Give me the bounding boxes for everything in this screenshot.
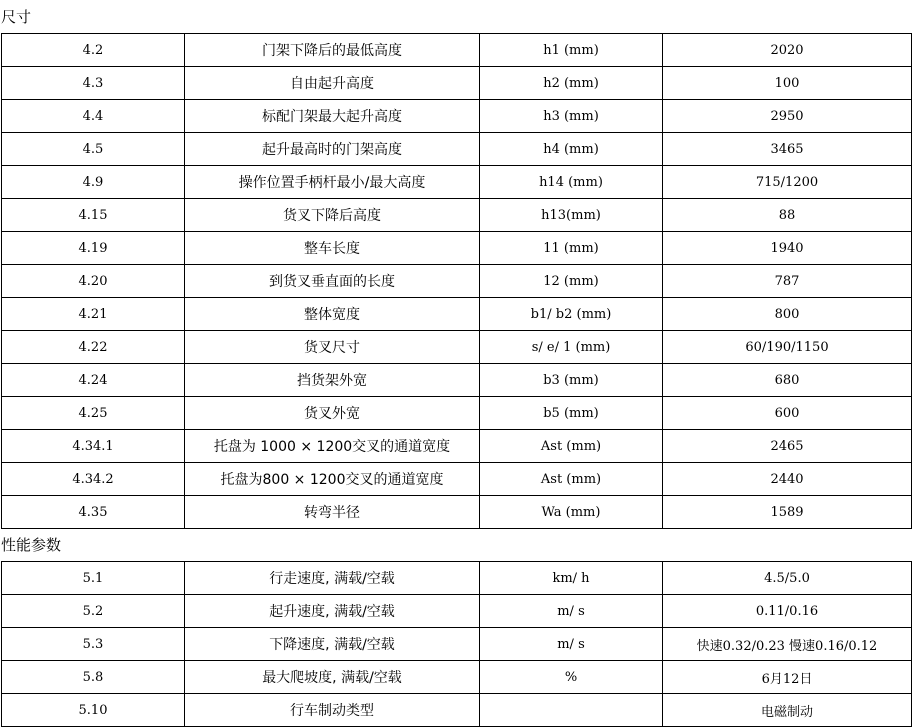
row-item: 货叉尺寸	[185, 331, 480, 364]
row-code: 4.9	[2, 166, 185, 199]
table-row	[2, 133, 912, 166]
row-value: 60/190/1150	[663, 331, 912, 364]
row-item: 门架下降后的最低高度	[185, 34, 480, 67]
row-unit: h2 (mm)	[480, 67, 663, 100]
row-item: 起升最高时的门架高度	[185, 133, 480, 166]
row-code: 4.22	[2, 331, 185, 364]
dimensions-table	[1, 33, 912, 529]
row-value: 100	[663, 67, 912, 100]
row-value: 787	[663, 265, 912, 298]
row-unit: h13(mm)	[480, 199, 663, 232]
row-item: 货叉外宽	[185, 397, 480, 430]
row-unit: 11 (mm)	[480, 232, 663, 265]
row-unit: Wa (mm)	[480, 496, 663, 529]
row-item: 最大爬坡度, 满载/空载	[185, 661, 480, 694]
row-value: 1589	[663, 496, 912, 529]
table-row	[2, 562, 912, 595]
row-value: 1940	[663, 232, 912, 265]
row-code: 4.20	[2, 265, 185, 298]
row-item: 起升速度, 满载/空载	[185, 595, 480, 628]
table-row	[2, 166, 912, 199]
table-row	[2, 232, 912, 265]
table-row	[2, 628, 912, 661]
row-unit: 12 (mm)	[480, 265, 663, 298]
table-row	[2, 67, 912, 100]
row-code: 5.3	[2, 628, 185, 661]
row-value: 680	[663, 364, 912, 397]
row-code: 5.2	[2, 595, 185, 628]
row-value: 4.5/5.0	[663, 562, 912, 595]
table-row	[2, 496, 912, 529]
row-unit: Ast (mm)	[480, 430, 663, 463]
row-value: 6月12日	[663, 661, 912, 694]
row-value: 600	[663, 397, 912, 430]
row-item: 转弯半径	[185, 496, 480, 529]
row-code: 4.5	[2, 133, 185, 166]
table-row	[2, 397, 912, 430]
table-row	[2, 595, 912, 628]
row-unit: Ast (mm)	[480, 463, 663, 496]
row-code: 4.4	[2, 100, 185, 133]
row-value: 0.11/0.16	[663, 595, 912, 628]
row-code: 5.1	[2, 562, 185, 595]
row-item: 到货叉垂直面的长度	[185, 265, 480, 298]
table-row	[2, 661, 912, 694]
row-item: 标配门架最大起升高度	[185, 100, 480, 133]
row-code: 5.10	[2, 694, 185, 727]
row-code: 4.21	[2, 298, 185, 331]
row-unit: b3 (mm)	[480, 364, 663, 397]
row-value: 3465	[663, 133, 912, 166]
row-item: 自由起升高度	[185, 67, 480, 100]
row-unit: b5 (mm)	[480, 397, 663, 430]
row-item: 货叉下降后高度	[185, 199, 480, 232]
row-unit: h14 (mm)	[480, 166, 663, 199]
row-item: 挡货架外宽	[185, 364, 480, 397]
table-row	[2, 265, 912, 298]
row-code: 4.35	[2, 496, 185, 529]
row-item: 操作位置手柄杆最小/最大高度	[185, 166, 480, 199]
row-value: 2020	[663, 34, 912, 67]
row-item: 整车长度	[185, 232, 480, 265]
row-unit	[480, 694, 663, 727]
row-unit: h1 (mm)	[480, 34, 663, 67]
row-item: 下降速度, 满载/空载	[185, 628, 480, 661]
table-row	[2, 694, 912, 727]
row-value: 800	[663, 298, 912, 331]
row-value: 2950	[663, 100, 912, 133]
row-value: 2440	[663, 463, 912, 496]
row-code: 4.34.1	[2, 430, 185, 463]
row-unit: %	[480, 661, 663, 694]
table-row	[2, 430, 912, 463]
row-item: 行走速度, 满载/空载	[185, 562, 480, 595]
table-row	[2, 199, 912, 232]
table-row	[2, 463, 912, 496]
row-code: 4.24	[2, 364, 185, 397]
performance-table	[1, 561, 912, 727]
row-code: 4.19	[2, 232, 185, 265]
row-unit: s/ e/ 1 (mm)	[480, 331, 663, 364]
row-item: 行车制动类型	[185, 694, 480, 727]
row-unit: km/ h	[480, 562, 663, 595]
row-code: 4.3	[2, 67, 185, 100]
row-unit: m/ s	[480, 628, 663, 661]
row-code: 5.8	[2, 661, 185, 694]
row-unit: b1/ b2 (mm)	[480, 298, 663, 331]
row-value: 88	[663, 199, 912, 232]
section-title-performance: 性能参数	[1, 536, 62, 554]
row-code: 4.15	[2, 199, 185, 232]
row-code: 4.34.2	[2, 463, 185, 496]
table-row	[2, 34, 912, 67]
row-code: 4.25	[2, 397, 185, 430]
row-unit: m/ s	[480, 595, 663, 628]
row-item: 托盘为800 × 1200交叉的通道宽度	[185, 463, 480, 496]
row-unit: h3 (mm)	[480, 100, 663, 133]
row-item: 托盘为 1000 × 1200交叉的通道宽度	[185, 430, 480, 463]
table-row	[2, 364, 912, 397]
row-value: 2465	[663, 430, 912, 463]
section-title-dimensions: 尺寸	[1, 8, 32, 26]
table-row	[2, 100, 912, 133]
row-value: 快速0.32/0.23 慢速0.16/0.12	[663, 628, 912, 661]
table-row	[2, 331, 912, 364]
row-item: 整体宽度	[185, 298, 480, 331]
table-row	[2, 298, 912, 331]
row-unit: h4 (mm)	[480, 133, 663, 166]
row-value: 电磁制动	[663, 694, 912, 727]
row-value: 715/1200	[663, 166, 912, 199]
row-code: 4.2	[2, 34, 185, 67]
